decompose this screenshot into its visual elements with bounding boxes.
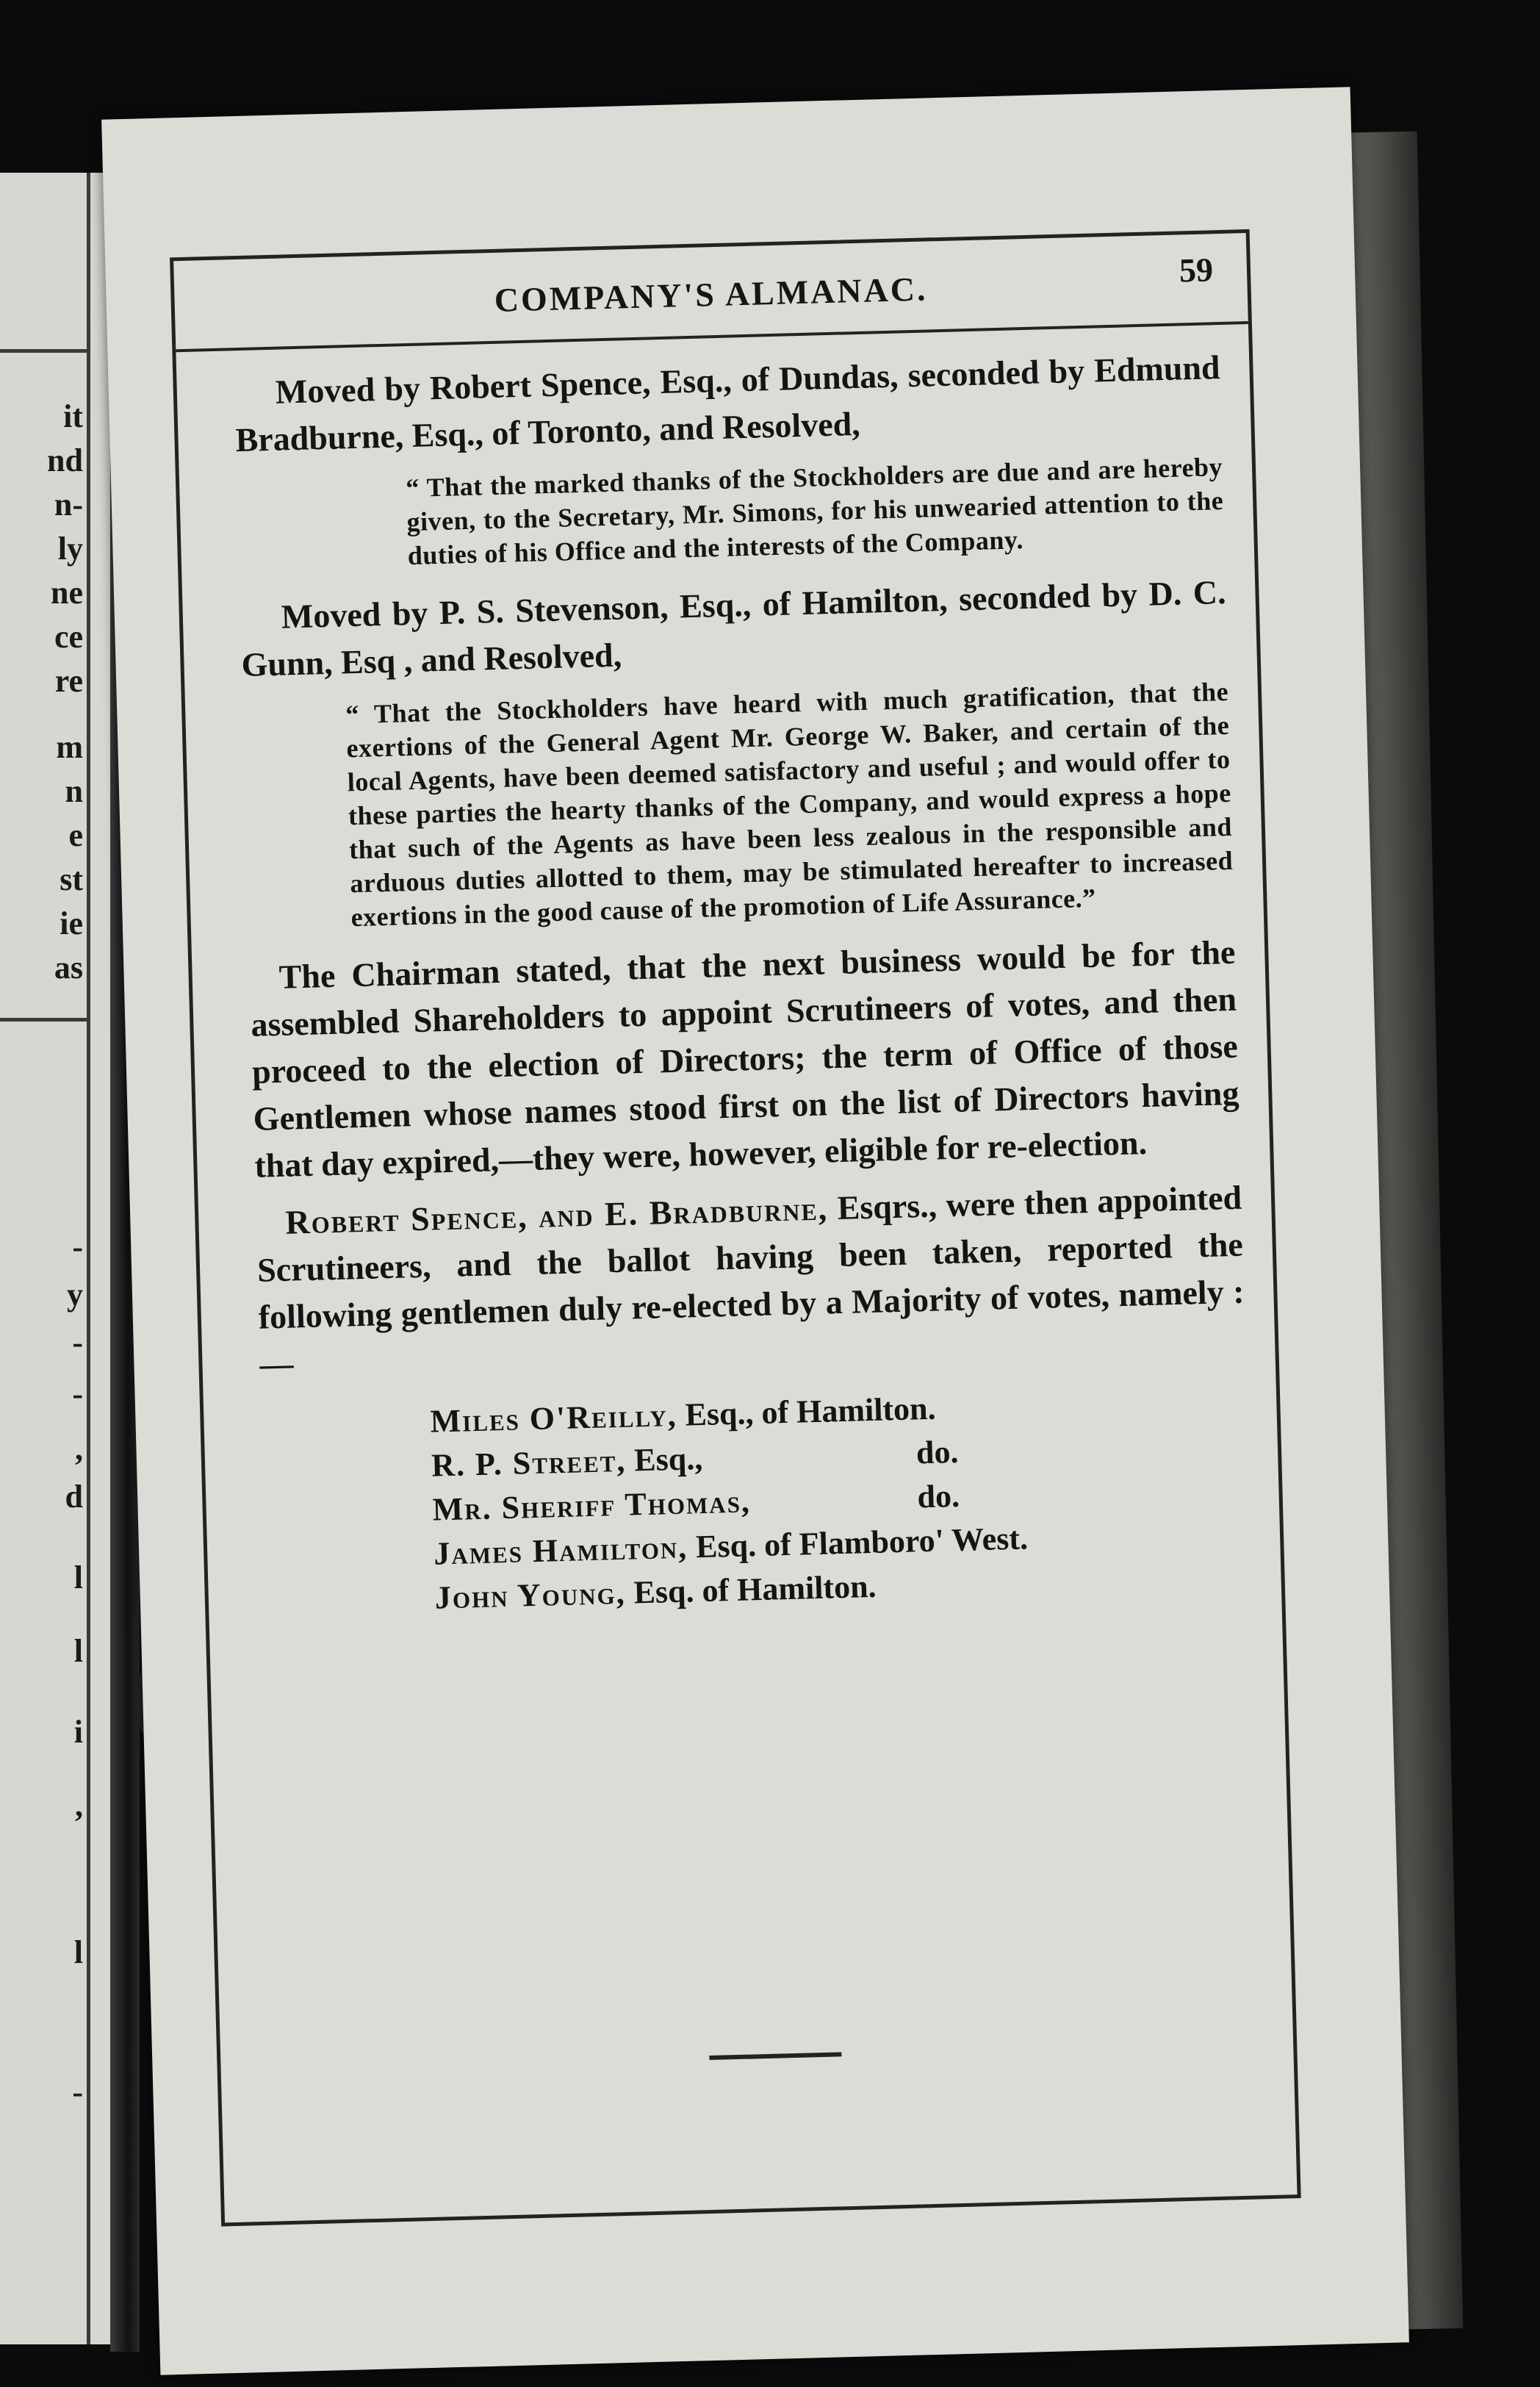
left-fragment: l: [73, 1633, 83, 1669]
left-fragment: ie: [60, 905, 83, 941]
left-fragment: ly: [57, 531, 83, 567]
director-name: James Hamilton,: [433, 1529, 688, 1572]
director-suffix: Esq.,: [633, 1440, 703, 1479]
director-place: do.: [916, 1477, 960, 1515]
left-fragment: y: [67, 1277, 83, 1313]
left-fragment: st: [60, 861, 83, 897]
left-page-border: [87, 173, 90, 2344]
almanac-page: [101, 87, 1409, 2375]
director-suffix: Esq. of Flamboro' West.: [695, 1520, 1029, 1565]
left-fragment: n: [65, 773, 83, 809]
left-fragment: i: [73, 1714, 83, 1750]
left-fragment: -: [72, 2074, 83, 2110]
left-fragment: ce: [54, 619, 83, 655]
motion-1-intro: Moved by Robert Spence, Esq., of Dundas, seconded by Edmund Bradburne, Esq., of Toronto, and Resolved,: [234, 348, 1221, 459]
director-name: Miles O'Reilly,: [429, 1396, 678, 1440]
director-name: Mr. Sheriff Thomas,: [432, 1483, 752, 1528]
motion-2-resolution: “ That the Stockholders have heard with much gratification, that the exertions of the General Agent Mr. George W. Baker, and certain of the local Agents, have been deemed satisfactory and useful ; and would offer to these parties the hearty thanks of the Company, and would express a hope that such of the Agents as have been less zealous in the responsible and arduous duties allotted to them, may be stimulated hereafter to increased exertions in the good cause of the promotion of Life Assurance.”: [345, 676, 1234, 933]
running-title: COMPANY'S ALMANAC.: [494, 270, 929, 319]
left-fragment: l: [73, 1934, 83, 1970]
left-page-rule-middle: [0, 1018, 87, 1022]
left-fragment: nd: [47, 442, 83, 478]
directors-list: [430, 1379, 1252, 1620]
left-fragment: d: [65, 1479, 83, 1515]
left-fragment: ,: [75, 1431, 83, 1467]
left-fragment: n-: [54, 487, 83, 523]
left-fragment: -: [72, 1324, 83, 1360]
left-fragment: e: [68, 817, 83, 853]
motion-1-resolution: “ That the marked thanks of the Stockholders are due and are hereby given, to the Secretary, Mr. Simons, for his unwearied attention to the duties of his Office and the interests of the Company.: [405, 452, 1224, 571]
director-name: John Young,: [434, 1574, 627, 1616]
running-header: [173, 233, 1248, 352]
left-fragment: -: [72, 1229, 83, 1265]
scrutineers-names: Robert Spence, and E. Bradburne,: [284, 1189, 829, 1241]
left-fragment: it: [63, 398, 83, 434]
left-fragment: m: [56, 729, 83, 765]
left-page-rule-top: [0, 349, 87, 353]
director-suffix: Esq. of Hamilton.: [633, 1568, 877, 1611]
left-fragment: l: [73, 1559, 83, 1595]
left-page-fragment: [0, 173, 110, 2344]
director-suffix: Esq., of Hamilton.: [684, 1390, 937, 1433]
left-fragment: ne: [51, 575, 83, 611]
page-number: 59: [1179, 251, 1214, 290]
director-name: R. P. Street,: [431, 1442, 627, 1484]
page-border-frame: [170, 229, 1301, 2227]
director-place: [890, 1554, 1253, 1608]
director-place: do.: [915, 1433, 960, 1471]
director-place: [950, 1379, 1248, 1431]
closing-rule: [709, 2052, 841, 2060]
left-fragment: ,: [75, 1787, 83, 1823]
scrutineers-text: Esqrs., were then appointed Scrutineers, and the ballot having been taken, reported the following gentlemen duly re-elected by a Majority of votes, namely :—: [256, 1178, 1245, 1383]
chairman-statement: The Chairman stated, that the next business would be for the assembled Shareholders to appoint Scrutineers of votes, and then proceed to the election of Directors; the term of Office of those Gentlemen whose names stood first on the list of Directors having that day expired,—they were, however, eligible for re-election.: [250, 933, 1239, 1185]
left-fragment: re: [54, 663, 83, 699]
motion-2-intro: Moved by P. S. Stevenson, Esq., of Hamilton, seconded by D. C. Gunn, Esq , and Resolved,: [240, 572, 1227, 684]
director-place: [1042, 1511, 1251, 1560]
scrutineers-paragraph: [256, 1174, 1246, 1388]
left-fragment: as: [54, 950, 83, 986]
page-body: [234, 344, 1252, 1625]
left-fragment: -: [72, 1376, 83, 1412]
